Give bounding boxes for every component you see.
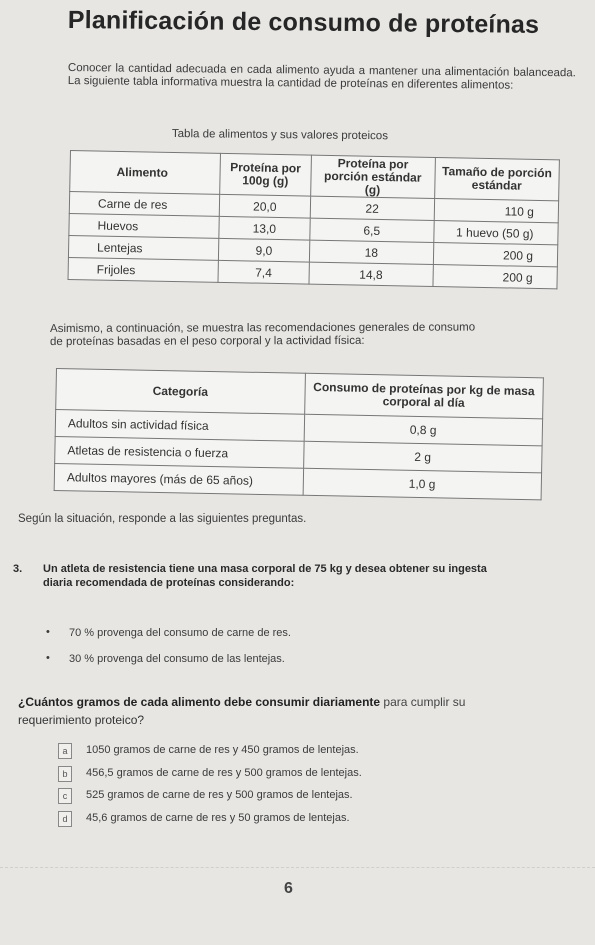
page-number: 6 xyxy=(284,880,293,897)
table1-caption: Tabla de alimentos y sus valores proteicos xyxy=(171,128,389,143)
table-cell: Atletas de resistencia o fuerza xyxy=(55,436,304,468)
question-prompt-bold: ¿Cuántos gramos de cada alimento debe consumir diariamente xyxy=(18,695,381,709)
list-item xyxy=(44,653,291,679)
option-letter-box[interactable]: c xyxy=(58,788,72,804)
option-text: 456,5 gramos de carne de res y 500 gramos de lentejas. xyxy=(86,766,362,779)
table-cell: 20,0 xyxy=(219,194,310,218)
table-cell: 1 huevo (50 g) xyxy=(433,220,558,244)
recommendations-intro-line1: Asimismo, a continuación, se muestra las recomendaciones generales de consumo xyxy=(50,321,476,335)
question-number: 3. xyxy=(13,563,23,575)
instructions-text: Según la situación, responde a las siguientes preguntas. xyxy=(18,513,307,525)
table-cell: 13,0 xyxy=(219,216,310,240)
table-cell: 2 g xyxy=(303,441,542,473)
recommendations-intro-line2: de proteínas basadas en el peso corporal y la actividad física: xyxy=(50,334,365,348)
protein-recommendation-table xyxy=(54,368,544,500)
option-text: 1050 gramos de carne de res y 450 gramos de lentejas. xyxy=(86,744,359,756)
table-cell: 0,8 g xyxy=(304,414,543,446)
table-header-cell: Tamaño de porción estándar xyxy=(434,158,559,201)
intro-paragraph: Conocer la cantidad adecuada en cada alimento ayuda a mantener una alimentación balanceada. La siguiente tabla informativa muestra la cantidad de proteínas en diferentes alimentos: xyxy=(67,62,576,92)
question-line2: diaria recomendada de proteínas considerando: xyxy=(43,577,295,589)
table-cell: 22 xyxy=(310,196,434,220)
table-cell: 110 g xyxy=(434,199,559,223)
question-prompt-rest: para cumplir su xyxy=(380,695,466,709)
table-cell: 7,4 xyxy=(218,260,309,284)
table-cell: 14,8 xyxy=(309,262,433,286)
question-statement xyxy=(13,562,573,590)
table-cell: Frijoles xyxy=(68,257,218,282)
table-cell: 6,5 xyxy=(310,218,434,242)
page-title: Planificación de consumo de proteínas xyxy=(67,6,540,39)
option-text: 45,6 gramos de carne de res y 50 gramos de lentejas. xyxy=(86,811,350,824)
table-cell: Lentejas xyxy=(68,235,218,260)
list-item-text: 30 % provenga del consumo de las lentejas. xyxy=(69,653,285,665)
table-cell: 200 g xyxy=(433,264,558,288)
option-letter-box[interactable]: a xyxy=(58,743,72,759)
table-header-cell: Consumo de proteínas por kg de masa corporal al día xyxy=(304,373,543,419)
question-prompt xyxy=(18,693,578,729)
bullet-icon: • xyxy=(46,626,50,638)
table-cell: 1,0 g xyxy=(303,468,542,500)
table-cell: 200 g xyxy=(433,242,558,266)
question-prompt-line2: requerimiento proteico? xyxy=(18,713,145,727)
option-text: 525 gramos de carne de res y 500 gramos de lentejas. xyxy=(86,789,353,801)
bullet-icon: • xyxy=(46,652,50,664)
question-line1: Un atleta de resistencia tiene una masa corporal de 75 kg y desea obtener su ingesta xyxy=(43,563,487,575)
option-letter-box[interactable]: d xyxy=(58,811,72,827)
divider xyxy=(0,867,595,868)
table-cell: 9,0 xyxy=(218,238,309,262)
list-item-text: 70 % provenga del consumo de carne de res. xyxy=(69,627,291,639)
condition-list xyxy=(44,627,291,679)
table-header-cell: Proteína por 100g (g) xyxy=(220,153,312,196)
table-cell: Huevos xyxy=(69,213,219,238)
table-cell: Adultos sin actividad física xyxy=(55,410,304,442)
table-cell: Adultos mayores (más de 65 años) xyxy=(54,463,303,495)
table-cell: 18 xyxy=(309,240,433,264)
table-cell: Carne de res xyxy=(69,192,219,217)
table-header-cell: Alimento xyxy=(70,151,221,195)
option-letter-box[interactable]: b xyxy=(58,766,72,782)
list-item xyxy=(44,627,291,653)
table-header-cell: Categoría xyxy=(56,369,305,415)
protein-foods-table xyxy=(68,150,560,289)
table-header-cell: Proteína por porción estándar (g) xyxy=(311,155,436,198)
